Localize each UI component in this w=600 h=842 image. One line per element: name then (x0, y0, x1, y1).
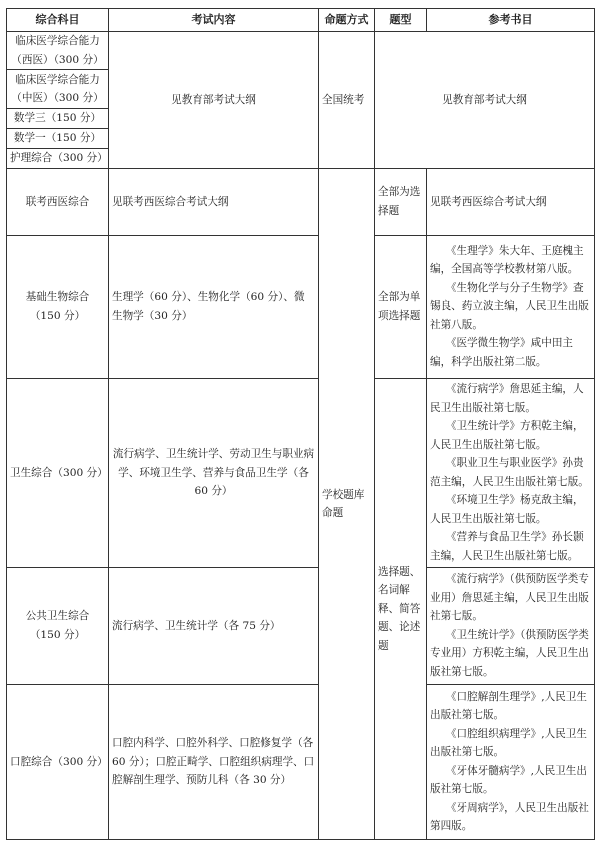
books-public-health (427, 567, 595, 684)
book-entry: 《职业卫生与职业医学》孙贵范主编，人民卫生出版社第七版。 (430, 457, 589, 488)
subject-oral: 口腔综合（300 分） (7, 684, 109, 839)
subject-line: （中医）（300 分） (11, 92, 104, 105)
subject-health: 卫生综合（300 分） (7, 378, 109, 567)
book-entry: 《环境卫生学》杨克敌主编，人民卫生出版社第七版。 (430, 494, 584, 525)
national-books: 见教育部考试大纲 (375, 32, 595, 169)
subject-line: （西医）（300 分） (11, 53, 104, 66)
book-entry: 《牙体牙髓病学》,人民卫生出版社第七版。 (430, 764, 587, 796)
type-joint-western: 全部为选择题 (375, 169, 427, 235)
subject-clinical-western (7, 32, 109, 70)
table-row (7, 32, 595, 70)
books-joint-western: 见联考西医综合考试大纲 (427, 169, 595, 235)
exam-subjects-table (6, 8, 595, 840)
subject-clinical-chinese (7, 70, 109, 108)
header-content: 考试内容 (109, 9, 319, 32)
table-row (7, 378, 595, 567)
table-row (7, 567, 595, 684)
subject-line: （150 分） (29, 628, 86, 641)
books-oral (427, 684, 595, 839)
subject-joint-western: 联考西医综合 (7, 169, 109, 235)
subject-nursing: 护理综合（300 分） (7, 148, 109, 168)
subject-line: （150 分） (29, 309, 86, 322)
type-basic-biology: 全部为单项选择题 (375, 235, 427, 378)
content-public-health: 流行病学、卫生统计学（各 75 分） (109, 567, 319, 684)
subject-line: 公共卫生综合 (25, 610, 90, 623)
subject-line: 临床医学综合能力 (15, 73, 100, 86)
national-method: 全国统考 (319, 32, 375, 169)
book-entry: 《医学微生物学》咸中田主编，科学出版社第二版。 (430, 337, 574, 368)
header-method: 命题方式 (319, 9, 375, 32)
header-subject: 综合科目 (7, 9, 109, 32)
national-content: 见教育部考试大纲 (109, 32, 319, 169)
subject-line: 临床医学综合能力 (15, 35, 100, 48)
book-entry: 《卫生统计学》方积乾主编，人民卫生出版社第七版。 (430, 420, 584, 451)
header-type: 题型 (375, 9, 427, 32)
book-entry: 《牙周病学》，人民卫生出版社第四版。 (430, 801, 589, 833)
book-entry: 《口腔组织病理学》,人民卫生出版社第七版。 (430, 727, 587, 759)
type-written: 选择题、名词解释、简答题、论述题 (375, 378, 427, 839)
subject-public-health (7, 567, 109, 684)
content-health: 流行病学、卫生统计学、劳动卫生与职业病学、环境卫生学、营养与食品卫生学（各 60 分） (109, 378, 319, 567)
content-basic-biology: 生理学（60 分）、生物化学（60 分）、微生物学（30 分） (109, 235, 319, 378)
book-entry: 《流行病学》詹思延主编，人民卫生出版社第七版。 (430, 383, 584, 414)
content-oral: 口腔内科学、口腔外科学、口腔修复学（各 60 分）；口腔正畸学、口腔组织病理学、口腔解剖生理学、预防儿科（各 30 分） (109, 684, 319, 839)
subject-math3: 数学三（150 分） (7, 108, 109, 128)
books-basic-biology (427, 235, 595, 378)
book-entry: 《卫生统计学》（供预防医学类专业用）方积乾主编，人民卫生出版社第七版。 (430, 628, 589, 678)
table-row (7, 169, 595, 235)
subject-basic-biology (7, 235, 109, 378)
content-joint-western: 见联考西医综合考试大纲 (109, 169, 319, 235)
book-entry: 《流行病学》（供预防医学类专业用）詹思延主编，人民卫生出版社第七版。 (430, 573, 589, 623)
subject-math1: 数学一（150 分） (7, 128, 109, 148)
header-books: 参考书目 (427, 9, 595, 32)
book-entry: 《口腔解剖生理学》,人民卫生出版社第七版。 (430, 690, 587, 722)
book-entry: 《生理学》朱大年、王庭槐主编，全国高等学校教材第八版。 (430, 244, 584, 276)
header-row (7, 9, 595, 32)
book-entry: 《生物化学与分子生物学》查锡良、药立波主编，人民卫生出版社第八版。 (430, 281, 589, 331)
table-row (7, 684, 595, 839)
books-health (427, 378, 595, 567)
table-row (7, 235, 595, 378)
book-entry: 《营养与食品卫生学》孙长颢主编，人民卫生出版社第七版。 (430, 531, 584, 562)
school-method: 学校题库命题 (319, 169, 375, 840)
subject-line: 基础生物综合 (25, 291, 90, 304)
